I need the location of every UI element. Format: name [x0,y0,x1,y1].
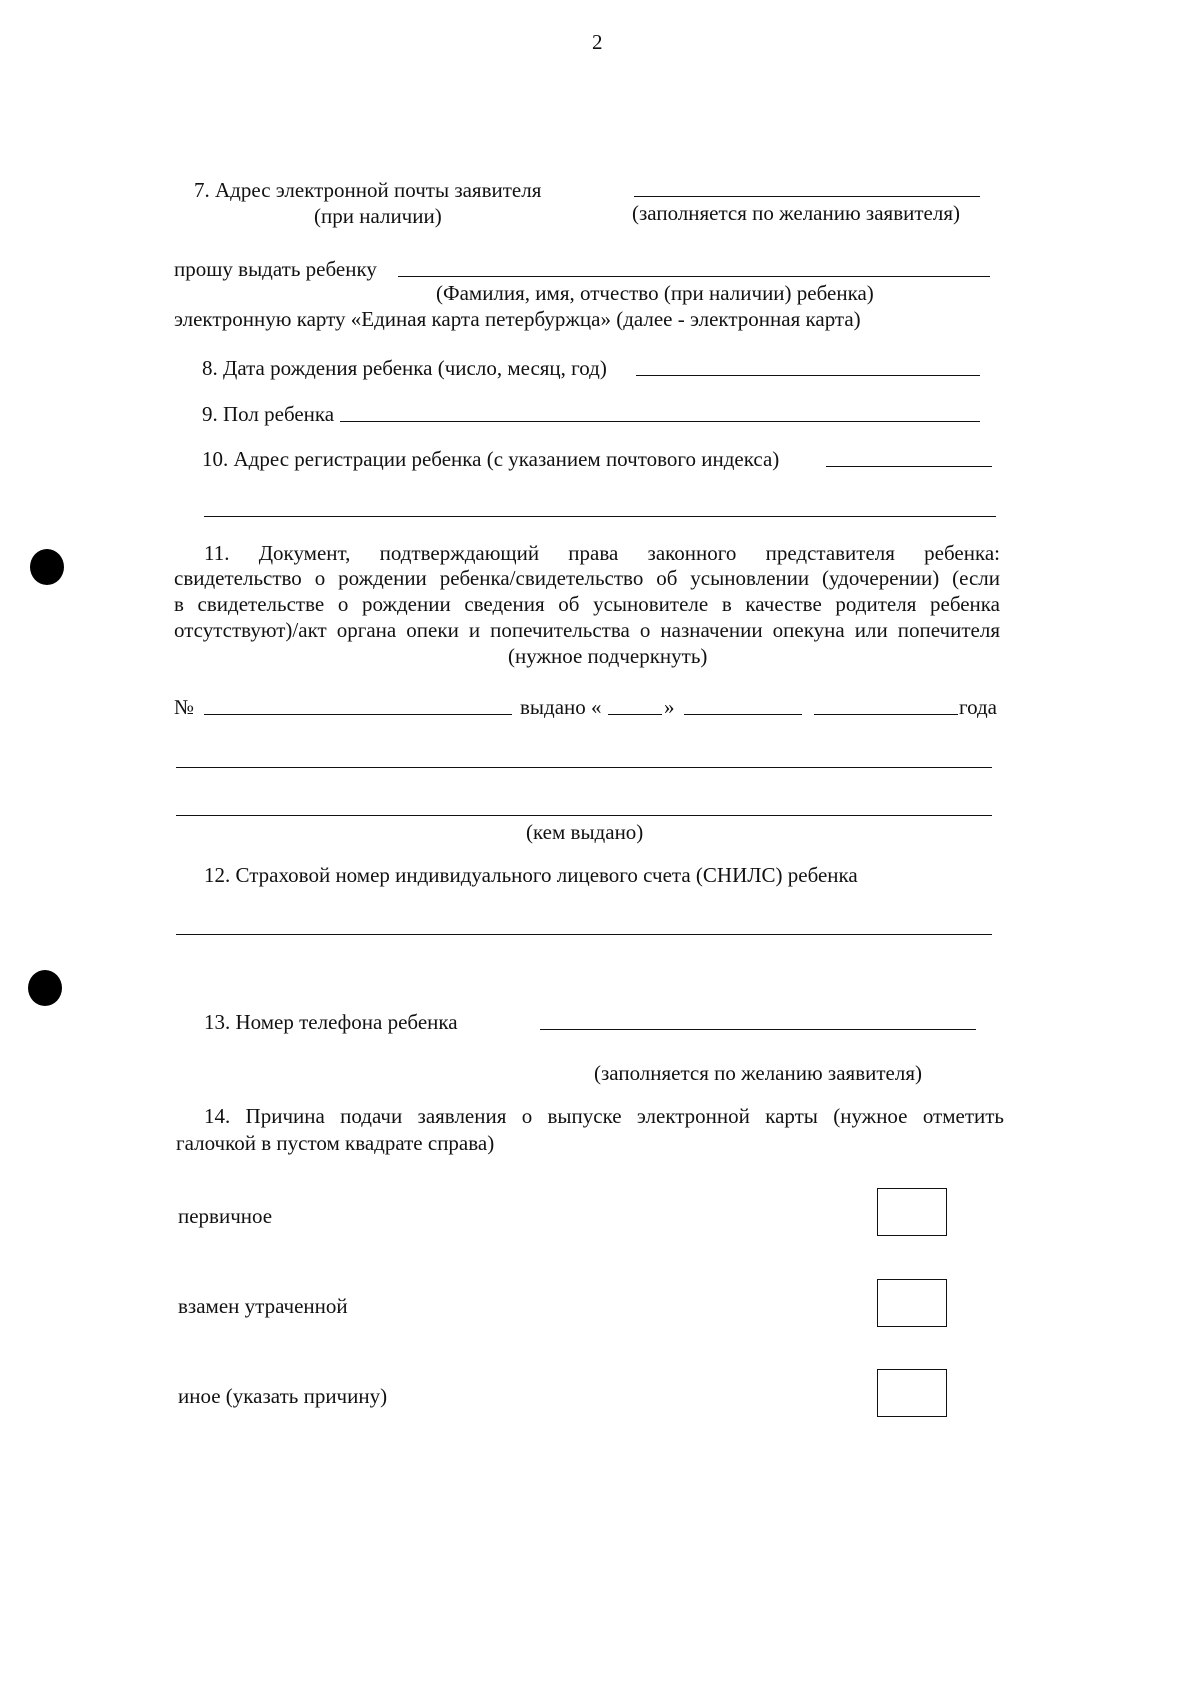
option-lost-label: взамен утраченной [178,1294,348,1318]
issued-label: выдано « [520,695,602,719]
issue-month-field[interactable] [684,714,802,715]
option-other-checkbox[interactable] [877,1369,947,1417]
punch-hole-mark [30,549,64,585]
address-field-continued[interactable] [204,516,996,517]
item11-line3: в свидетельстве о рождении сведения об усыновителе в качестве родителя ребенка [174,592,1000,616]
issued-close-quote: » [664,695,675,719]
card-text: электронную карту «Единая карта петербуржца» (далее - электронная карта) [174,307,861,331]
item13-note: (заполняется по желанию заявителя) [594,1061,922,1085]
item7-label: 7. Адрес электронной почты заявителя [194,178,542,202]
document-number-field[interactable] [204,714,512,715]
item8-label: 8. Дата рождения ребенка (число, месяц, год) [202,356,607,380]
number-sign: № [174,695,195,719]
item14-line1: 14. Причина подачи заявления о выпуске электронной карты (нужное отметить [204,1104,1004,1128]
item7-note: (заполняется по желанию заявителя) [632,201,960,225]
issue-day-field[interactable] [608,714,662,715]
snils-field[interactable] [176,934,992,935]
item12-label: 12. Страховой номер индивидуального лицевого счета (СНИЛС) ребенка [204,863,858,887]
birth-date-field[interactable] [636,375,980,376]
issued-by-field[interactable] [176,767,992,768]
item10-label: 10. Адрес регистрации ребенка (с указанием почтового индекса) [202,447,780,471]
issue-year-field[interactable] [814,714,958,715]
option-primary-checkbox[interactable] [877,1188,947,1236]
gender-field[interactable] [340,421,980,422]
phone-field[interactable] [540,1029,976,1030]
option-other-label: иное (указать причину) [178,1384,388,1408]
address-field[interactable] [826,466,992,467]
item11-line1: 11. Документ, подтверждающий права законного представителя ребенка: [204,541,1000,565]
item11-line4: отсутствуют)/акт органа опеки и попечительства о назначении опекуна или попечителя [174,618,1000,642]
request-label: прошу выдать ребенку [174,257,377,281]
year-label: года [959,695,997,719]
option-primary-label: первичное [178,1204,273,1228]
request-sublabel: (Фамилия, имя, отчество (при наличии) ребенка) [436,281,874,305]
email-field[interactable] [634,196,980,197]
item11-note: (нужное подчеркнуть) [508,644,708,668]
child-name-field[interactable] [398,276,990,277]
option-lost-checkbox[interactable] [877,1279,947,1327]
item7-sublabel: (при наличии) [314,204,442,228]
item14-line2: галочкой в пустом квадрате справа) [176,1131,495,1155]
item11-line2: свидетельство о рождении ребенка/свидетельство об усыновлении (удочерении) (если [174,566,1000,590]
item13-label: 13. Номер телефона ребенка [204,1010,458,1034]
page-number: 2 [592,30,603,54]
item9-label: 9. Пол ребенка [202,402,335,426]
punch-hole-mark [28,970,62,1006]
issued-by-note: (кем выдано) [526,820,644,844]
issued-by-field-continued[interactable] [176,815,992,816]
